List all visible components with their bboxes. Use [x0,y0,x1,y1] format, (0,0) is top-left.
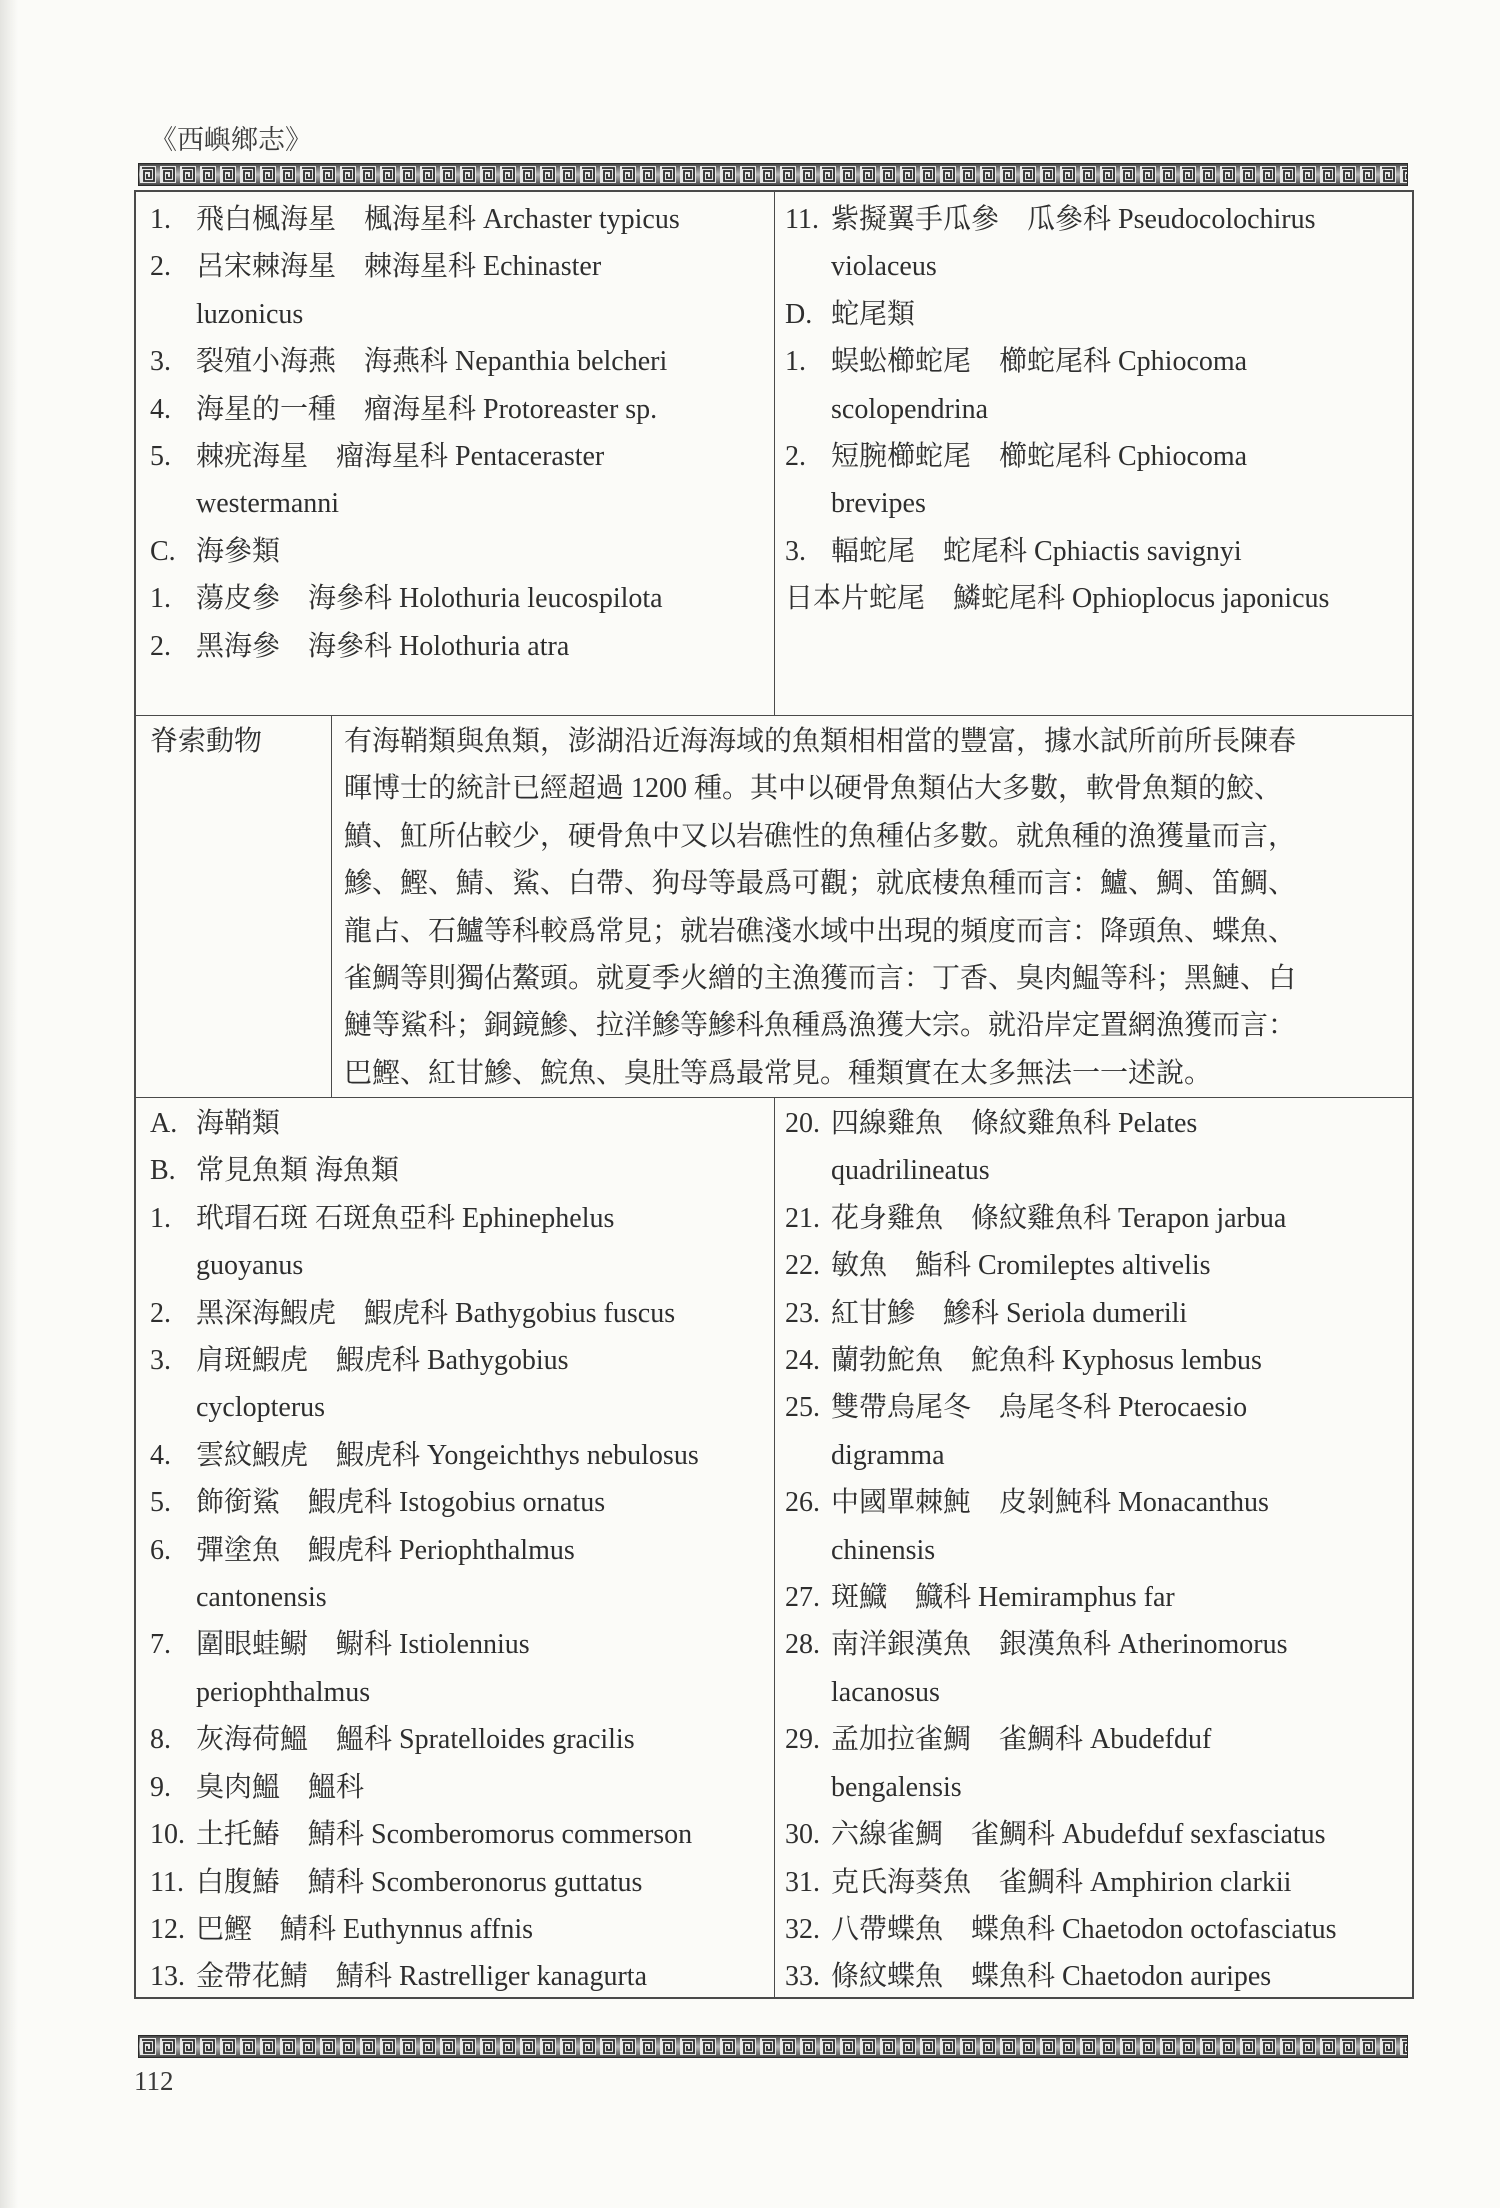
list-item-line [785,291,1412,338]
item-number [785,1669,831,1716]
greek-key-border-bottom [138,2035,1408,2058]
list-item-line [150,1100,774,1147]
list-item-line [150,386,774,433]
item-text: 裂殖小海燕 海燕科 Nepanthia belcheri [196,346,668,378]
list-item-line [785,1432,1412,1479]
list-item [150,338,774,385]
list-item-line [785,433,1412,480]
item-number: 25. [785,1392,820,1424]
item-text: 中國單棘魨 皮剝魨科 Monacanthus [831,1487,1269,1519]
running-head: 《西嶼鄉志》 [150,125,312,155]
item-text: 海星的一種 瘤海星科 Protoreaster sp. [196,393,658,425]
list-item [150,1195,774,1290]
list-item [150,528,774,575]
list-item-line [150,338,774,385]
list-item-line [150,1906,774,1953]
table-row-fish [136,1097,1412,1997]
item-text: 圍眼蛙鳚 鳚科 Istiolennius [196,1629,530,1661]
item-text: 紅甘鰺 鰺科 Seriola dumerili [831,1297,1188,1329]
list-item-line [785,1147,1412,1194]
list-item [150,1906,774,1953]
item-number [785,386,831,433]
item-text: westermanni [196,488,340,520]
item-number: 4. [150,393,171,425]
item-number [785,480,831,527]
list-item [150,1479,774,1526]
list-item [785,1716,1412,1811]
item-number: 6. [150,1534,171,1566]
list-item-line [150,1527,774,1574]
category-label: 脊索動物 [136,716,332,1097]
item-number: 10. [150,1819,185,1851]
item-number: 32. [785,1913,820,1945]
list-item-line [150,1669,774,1716]
paragraph-line: 巴鰹、紅甘鰺、鯇魚、臭肚等爲最常見。種類實在太多無法一一述說。 [344,1057,1213,1089]
list-item [785,1242,1412,1289]
item-text: 黑海參 海參科 Holothuria atra [196,630,570,662]
paragraph-line: 鰺、鰹、鯖、鯊、白帶、狗母等最爲可觀；就底棲魚種而言：鱸、鯛、笛鯛、 [344,868,1297,900]
item-text: violaceus [831,251,937,283]
list-item [785,338,1412,433]
item-number: 8. [150,1724,171,1756]
item-text: 紫擬翼手瓜參 瓜參科 Pseudocolochirus [831,204,1316,235]
item-text: brevipes [831,488,926,520]
item-text: luzonicus [196,298,304,330]
item-number [785,243,831,290]
item-text: scolopendrina [831,393,989,425]
item-number: 22. [785,1250,820,1282]
list-item-line [150,1953,774,2000]
item-number: 21. [785,1202,820,1234]
list-item-line [785,1100,1412,1147]
item-text: 四線雞魚 條紋雞魚科 Pelates [831,1108,1198,1139]
item-number: 4. [150,1439,171,1471]
page-edge-shadow [0,0,18,2208]
item-text: cantonensis [196,1582,327,1614]
item-number: 2. [150,1297,171,1329]
item-number: 33. [785,1961,820,1993]
item-text: 玳瑁石斑 石斑魚亞科 Ephinephelus [196,1202,615,1234]
list-item-line [785,480,1412,527]
list-item-line [785,196,1412,243]
item-number [785,1764,831,1811]
item-number: 30. [785,1819,820,1851]
item-text: 克氏海葵魚 雀鯛科 Amphirion clarkii [831,1866,1292,1898]
item-number: 5. [150,1487,171,1519]
list-item [785,1195,1412,1242]
item-text: 輻蛇尾 蛇尾科 Cphiactis savignyi [831,535,1242,567]
list-item [785,196,1412,291]
item-number [150,291,196,338]
item-text: quadrilineatus [831,1155,990,1187]
paragraph-line: 雀鯛等則獨佔鰲頭。就夏季火繒的主漁獲而言：丁香、臭肉鰛等科；黑鰱、白 [344,963,1297,995]
list-fish-right [774,1098,1412,1997]
item-number: 26. [785,1487,820,1519]
table-row-chordates [136,715,1412,1097]
item-text: 南洋銀漢魚 銀漢魚科 Atherinomorus [831,1629,1288,1661]
item-text: 孟加拉雀鯛 雀鯛科 Abudefduf [831,1724,1212,1756]
item-text: 花身雞魚 條紋雞魚科 Terapon jarbua [831,1202,1287,1234]
item-text: 八帶蝶魚 蝶魚科 Chaetodon octofasciatus [831,1913,1337,1945]
item-text: 棘疣海星 瘤海星科 Pentaceraster [196,441,605,473]
list-item [150,1432,774,1479]
item-text: lacanosus [831,1676,940,1708]
list-item-line [785,1764,1412,1811]
list-item-line [150,1811,774,1858]
list-item-line [785,386,1412,433]
item-number [150,1384,196,1431]
item-text: 敏魚 鮨科 Cromileptes altivelis [831,1250,1211,1282]
item-text: 土托鰆 鯖科 Scomberomorus commerson [196,1819,693,1851]
item-number: 3. [150,1345,171,1377]
item-number: 12. [150,1913,185,1945]
list-item [785,1859,1412,1906]
list-starfish-seacucumber [136,192,774,715]
item-number: 1. [150,583,171,615]
list-item [150,1337,774,1432]
item-number: 3. [150,346,171,378]
item-text: 呂宋棘海星 棘海星科 Echinaster [196,251,602,283]
list-item [150,1811,774,1858]
item-number: 9. [150,1771,171,1803]
item-text: 臭肉鰮 鰮科 [196,1771,365,1803]
list-fish-left [136,1098,774,1997]
list-item-line [785,1669,1412,1716]
item-number: 27. [785,1582,820,1614]
list-item [150,196,774,243]
species-table [134,190,1414,1999]
list-item [150,433,774,528]
item-text: 彈塗魚 鰕虎科 Periophthalmus [196,1534,575,1566]
list-item-line [150,1716,774,1763]
list-item-line [150,1764,774,1811]
item-text: 常見魚類 海魚類 [196,1155,400,1187]
item-text: 黑深海鰕虎 鰕虎科 Bathygobius fuscus [196,1297,676,1329]
list-item-line [150,291,774,338]
list-item [150,1147,774,1194]
list-item-line [785,338,1412,385]
list-item [785,1574,1412,1621]
item-number [785,1147,831,1194]
item-text: 飾銜鯊 鰕虎科 Istogobius ornatus [196,1487,606,1519]
paragraph-line: 有海鞘類與魚類，澎湖沿近海海域的魚類相相當的豐富，據水試所前所長陳春 [344,726,1297,757]
list-item-line [785,1384,1412,1431]
list-item [150,1716,774,1763]
item-number [785,1527,831,1574]
list-brittle-stars [774,192,1412,715]
item-number: 11. [150,1866,184,1898]
item-number [150,1574,196,1621]
paragraph-line: 鰱等鯊科；銅鏡鰺、拉洋鰺等鰺科魚種爲漁獲大宗。就沿岸定置網漁獲而言： [344,1010,1297,1042]
item-number: 2. [150,251,171,283]
item-number: 5. [150,441,171,473]
list-item-line [150,433,774,480]
list-item [785,1621,1412,1716]
item-number: C. [150,535,176,567]
item-text: 蜈蚣櫛蛇尾 櫛蛇尾科 Cphiocoma [831,346,1248,378]
item-number: 3. [785,535,806,567]
item-number: 20. [785,1108,820,1139]
item-number: 1. [785,346,806,378]
item-number: 23. [785,1297,820,1329]
list-item [150,1764,774,1811]
item-text: 蛇尾類 [831,298,916,330]
list-item [150,1290,774,1337]
list-item [150,1859,774,1906]
list-item-line [150,1147,774,1194]
list-item [785,433,1412,528]
item-text: 肩斑鰕虎 鰕虎科 Bathygobius [196,1345,569,1377]
item-text: 飛白楓海星 楓海星科 Archaster typicus [196,204,680,235]
list-item [150,575,774,622]
item-number: 2. [785,441,806,473]
item-text: 蘭勃鮀魚 鮀魚科 Kyphosus lembus [831,1345,1262,1377]
item-text: guoyanus [196,1250,304,1282]
list-item-line [150,1432,774,1479]
item-number: A. [150,1108,178,1139]
list-item [785,1337,1412,1384]
item-number [150,1242,196,1289]
list-item-line [150,1384,774,1431]
paragraph-line: 鱝、魟所佔較少，硬骨魚中又以岩礁性的魚種佔多數。就魚種的漁獲量而言， [344,820,1297,852]
item-number: 31. [785,1866,820,1898]
item-text: cyclopterus [196,1392,326,1424]
item-text: 雲紋鰕虎 鰕虎科 Yongeichthys nebulosus [196,1439,699,1471]
list-item-line [150,480,774,527]
list-item [785,1479,1412,1574]
item-number: 2. [150,630,171,662]
list-item-line [785,1811,1412,1858]
list-item-line [785,1716,1412,1763]
list-item [150,1621,774,1716]
list-item-line [785,575,1412,622]
list-item-line [150,1242,774,1289]
item-text: 日本片蛇尾 鱗蛇尾科 Ophioplocus japonicus [785,583,1330,615]
item-number: 11. [785,204,819,235]
list-item-line [150,1574,774,1621]
list-item-line [785,1574,1412,1621]
list-item-line [785,1859,1412,1906]
list-item [785,291,1412,338]
item-text: chinensis [831,1534,936,1566]
item-number [150,480,196,527]
page-number: 112 [134,2066,174,2096]
list-item-line [785,1242,1412,1289]
chordate-description [332,716,1412,1097]
item-number: B. [150,1155,176,1187]
list-item-line [150,1621,774,1668]
list-item [785,1290,1412,1337]
item-text: 短腕櫛蛇尾 櫛蛇尾科 Cphiocoma [831,441,1248,473]
item-text: 海參類 [196,535,281,567]
list-item-line [150,1290,774,1337]
list-item-line [785,1527,1412,1574]
list-item [785,575,1412,622]
item-text: 六線雀鯛 雀鯛科 Abudefduf sexfasciatus [831,1819,1326,1851]
list-item-line [785,1953,1412,2000]
list-item [150,1100,774,1147]
item-number: 24. [785,1345,820,1377]
item-number: D. [785,298,813,330]
table-row-echinoderms [136,192,1412,715]
list-item-line [785,1195,1412,1242]
item-text: 灰海荷鰮 鰮科 Spratelloides gracilis [196,1724,635,1756]
paragraph-line: 龍占、石鱸等科較爲常見；就岩礁淺水域中出現的頻度而言：降頭魚、蝶魚、 [344,915,1297,947]
list-item [785,1953,1412,2000]
list-item [785,1100,1412,1195]
list-item-line [785,1621,1412,1668]
list-item-line [150,528,774,575]
list-item-line [785,1479,1412,1526]
list-item [150,1527,774,1622]
list-item-line [785,243,1412,290]
list-item [150,623,774,670]
list-item-line [150,196,774,243]
list-item-line [785,1906,1412,1953]
list-item-line [785,1290,1412,1337]
item-text: 金帶花鯖 鯖科 Rastrelliger kanagurta [196,1961,648,1993]
list-item [785,1811,1412,1858]
item-text: bengalensis [831,1771,962,1803]
item-number: 29. [785,1724,820,1756]
item-text: 條紋蝶魚 蝶魚科 Chaetodon auripes [831,1961,1272,1993]
item-number [150,1669,196,1716]
list-item-line [150,575,774,622]
item-number: 1. [150,204,171,235]
item-number: 13. [150,1961,185,1993]
list-item-line [150,1337,774,1384]
list-item [150,243,774,338]
list-item-line [150,1859,774,1906]
item-number [785,1432,831,1479]
list-item [150,386,774,433]
list-item [785,1906,1412,1953]
list-item [785,1384,1412,1479]
greek-key-border-top [138,163,1408,186]
item-text: 海鞘類 [196,1108,281,1139]
list-item-line [785,528,1412,575]
list-item-line [150,243,774,290]
list-item-line [150,1195,774,1242]
item-text: 雙帶烏尾冬 烏尾冬科 Pterocaesio [831,1392,1248,1424]
item-text: 斑鱵 鱵科 Hemiramphus far [831,1582,1175,1614]
item-text: digramma [831,1439,945,1471]
item-text: 巴鰹 鯖科 Euthynnus affnis [196,1913,534,1945]
item-text: 白腹鰆 鯖科 Scomberonorus guttatus [196,1866,643,1898]
list-item-line [785,1337,1412,1384]
item-number: 1. [150,1202,171,1234]
list-item-line [150,1479,774,1526]
list-item-line [150,623,774,670]
item-number: 7. [150,1629,171,1661]
list-item [150,1953,774,2000]
list-item [785,528,1412,575]
item-text: periophthalmus [196,1676,371,1708]
item-text: 蕩皮參 海參科 Holothuria leucospilota [196,583,663,615]
item-number: 28. [785,1629,820,1661]
paragraph-line: 暉博士的統計已經超過 1200 種。其中以硬骨魚類佔大多數，軟骨魚類的鮫、 [344,773,1283,805]
